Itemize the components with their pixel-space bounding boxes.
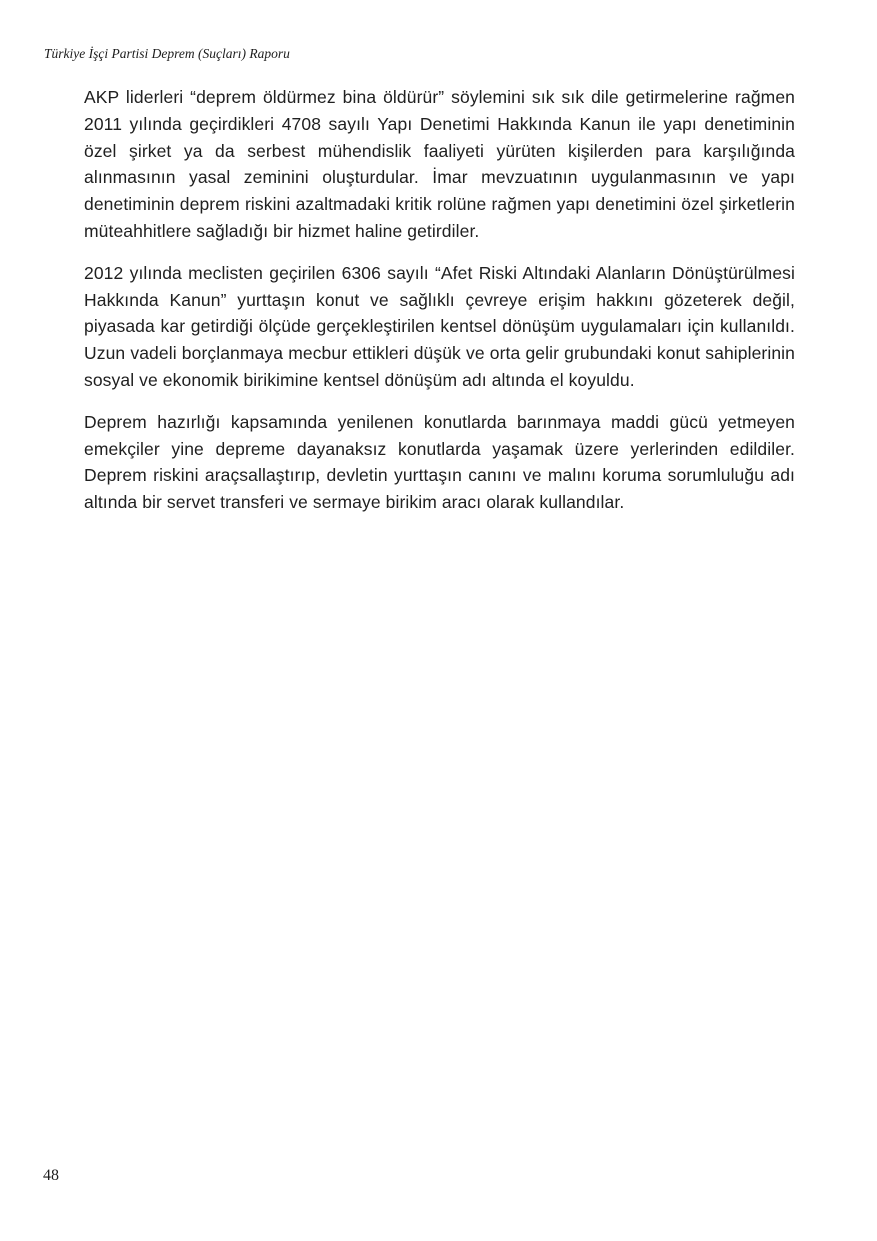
paragraph-2: 2012 yılında meclisten geçirilen 6306 sayılı “Afet Riski Altındaki Alanların Dönüştürülmesi Hakkında Kanun” yurttaşın konut ve sağlıklı çevreye erişim hakkını gözeterek değil, piyasada kar getirdiği ölçüde gerçekleştirilen kentsel dönüşüm uygulamaları için kullanıldı. Uzun vadeli borçlanmaya mecbur ettikleri düşük ve orta gelir grubundaki konut sahiplerinin sosyal ve ekonomik birikimine kentsel dönüşüm adı altında el koyuldu. xyxy=(84,262,795,390)
running-header: Türkiye İşçi Partisi Deprem (Suçları) Raporu xyxy=(44,46,290,61)
page-number: 48 xyxy=(43,1167,59,1184)
paragraph-1: AKP liderleri “deprem öldürmez bina öldürür” söylemini sık sık dile getirmelerine rağmen 2011 yılında geçirdikleri 4708 sayılı Yapı Denetimi Hakkında Kanun ile yapı denetiminin özel şirket ya da serbest mühendislik faaliyeti yürüten kişilerden para karşılığında alınmasının yasal zeminini oluşturdular. İmar mevzuatının uygulanmasının ve yapı denetiminin deprem riskini azaltmadaki kritik rolüne rağmen yapı denetimini özel şirketlerin müteahhitlere sağladığı bir hizmet haline getirdiler. xyxy=(84,87,795,241)
body-text xyxy=(84,84,795,531)
paragraph-3: Deprem hazırlığı kapsamında yenilenen konutlarda barınmaya maddi gücü yetmeyen emekçiler yine depreme dayanaksız konutlarda yaşamak üzere yerlerinden edildiler. Deprem riskini araçsallaştırıp, devletin yurttaşın canını ve malını koruma sorumluluğu adı altında bir servet transferi ve sermaye birikim aracı olarak kullandılar. xyxy=(84,411,795,513)
